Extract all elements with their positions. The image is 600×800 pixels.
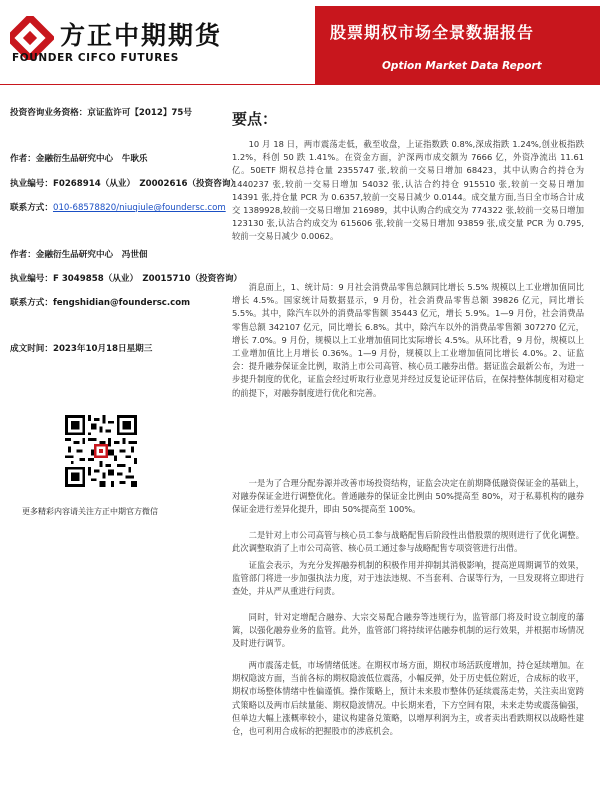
author1-registration	[10, 178, 240, 190]
wechat-qr-code	[65, 415, 137, 487]
company-logo	[10, 14, 230, 74]
paragraph-news: 消息面上，1、统计局：9 月社会消费品零售总额同比增长 5.5% 规模以上工业增加值同比增长 4.5%。国家统计局数据显示，9 月份，社会消费品零售总额 39826 亿元，同比增长 5.5%。其中，除汽车以外的消费品零售额 35443 亿元，增长 5.9%。1—9 月份，社会消费品零售总额 342107 亿元，同比增长 6.8%。其中，除汽车以外的消费品零售额 307270 亿元，增长 7.0%。9 月份，规模以上工业增加值同比实际增长 4.5%。从环比看，9 月份，规模以上工业增加值比上月增长 0.36%。1—9 月份，规模以上工业增加值同比增长 4.0%。2、证监会：提升融券保证金比例，取消上市公司高管、核心员工融券出借。据证监会最新公布，为进一步提升制度的优化，证监会经过听取行业意见并经过反复论证评估后，在保持整体制度相对稳定的前提下，对融券制度进行优化和完善。	[232, 282, 584, 398]
report-title: 股票期权市场全景数据报告	[330, 23, 535, 42]
author2-line: 作者：金融衍生品研究中心 冯世佃	[10, 250, 148, 260]
key-points-heading: 要点：	[232, 110, 278, 128]
author2-contact	[10, 297, 215, 309]
paragraph-enforcement: 证监会表示，为充分发挥融券机制的积极作用并抑制其消极影响，提高逆周期调节的效果，监管部门将进一步加强执法力度，对于违法违规、不当套利、合谋等行为，一旦发现将立即进行查处，并从严从重进行问责。	[232, 560, 584, 597]
author2-reg: 执业编号：F 3049858（从业） Z0015710（投资咨询）	[10, 274, 243, 284]
license-text: 投资咨询业务资格：京证监许可【2012】75号	[10, 108, 192, 118]
paragraph-market-summary: 10 月 18 日，两市震荡走低，截至收盘，上证指数跌 0.8%,深成指跌 1.24%,创业板指跌 1.2%，科创 50 跌 1.41%。在资金方面，沪深两市成交额为 7666 亿，外资净流出 11.61 亿。50ETF 期权总持仓量 2355747 张,较前一交易日增加 68423，其中认购合约持仓为 1440237 张,较前一交易日增加 54032 张,认沽合约持仓 915510 张,较前一交易日增加 14391 张,持仓量 PCR 为 0.6357,较前一交易日减少 0.0144。成交量方面,当日全市场合计成交 1389928,较前一交易日增加 216989，其中认购合约成交为 774322 张,较前一交易日增加 123130 张,认沽合约成交为 615606 张,较前一交易日增加 93859 张,成交量 PCR 为 0.795,较前一交易日减少 0.0062。	[232, 139, 584, 242]
author1-name	[10, 153, 215, 165]
publish-date	[10, 343, 215, 355]
qr-caption: 更多精彩内容请关注方正中期官方微信	[22, 507, 158, 516]
publish-date-text: 成文时间：2023年10月18日星期三	[10, 344, 153, 354]
paragraph-point-one: 一是为了合理分配券源并改善市场投资结构，证监会决定在前期降低融资保证金的基础上，对融券保证金进行调整优化。普通融券的保证金比例由 50%提高至 80%，对于私募机构的融券保证金进行差异化提升，即由 50%提高至 100%。	[232, 478, 584, 515]
paragraph-point-two: 二是针对上市公司高管与核心员工参与战略配售后阶段性出借股票的规则进行了优化调整。此次调整取消了上市公司高管、核心员工通过参与战略配售专项资管进行出借。	[232, 530, 584, 554]
header-banner	[315, 6, 600, 84]
logo-english-name: FOUNDER CIFCO FUTURES	[12, 52, 179, 64]
author2-contact-text: 联系方式：fengshidian@foundersc.com	[10, 298, 191, 308]
license-info	[10, 107, 215, 119]
author1-contact	[10, 202, 226, 214]
author1-contact-link[interactable]: 010-68578820/niuqiule@foundersc.com	[52, 203, 226, 213]
author2-name	[10, 249, 215, 261]
author1-reg: 执业编号：F0268914（从业） Z0002616（投资咨询）	[10, 179, 240, 189]
author2-registration	[10, 273, 243, 285]
logo-chinese-name: 方正中期期货	[60, 21, 223, 50]
report-subtitle: Option Market Data Report	[382, 60, 542, 72]
author1-contact-label: 联系方式：	[10, 203, 53, 213]
paragraph-strategy: 两市震荡走低，市场情绪低迷。在期权市场方面，期权市场活跃度增加，持仓延续增加。在期权隐波方面，当前各标的期权隐波低位震荡，小幅反弹，处于历史低位附近，合成标的收平，期权市场整体情绪中性偏谨慎。操作策略上，预计未来股市整体仍延续震荡走势，关注卖出宽跨式策略以及两市后续量能、期权隐波情况。中长期来看，下方空间有限，未来走势或震荡偏强，但单边大幅上涨概率较小，建议构建备兑策略，以增厚利润为主，或者卖出看跌期权以战略性建仓，也可利用合成标的把握股市的涉底机会。	[232, 660, 584, 737]
paragraph-regulation: 同时，针对定增配合融券、大宗交易配合融券等违规行为，监管部门将及时设立制度的藩篱，以强化融券业务的监管。此外，监管部门将持续评估融券机制的运行效果，并根据市场情况及时进行调节。	[232, 612, 584, 649]
author1-line: 作者：金融衍生品研究中心 牛耿乐	[10, 154, 148, 164]
header-divider	[0, 84, 600, 85]
